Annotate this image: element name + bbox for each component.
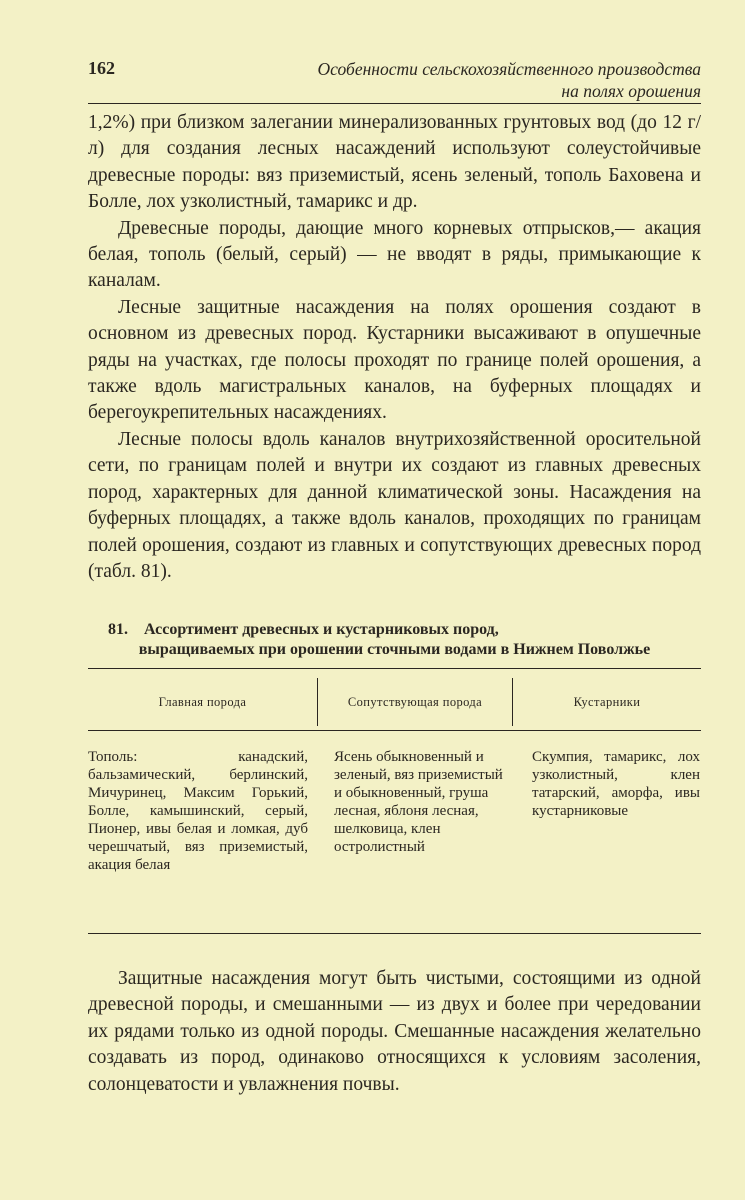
table-top-rule xyxy=(88,668,701,669)
table-caption-line-1 xyxy=(88,620,701,640)
paragraph: Древесные породы, дающие много корневых отпрысков,— акация белая, тополь (белый, серый) — не вводят в ряды, примыкающие к каналам. xyxy=(88,217,701,292)
table-cell-main-species: Тополь: канадский, бальзамический, берлинский, Мичуринец, Максим Горький, Болле, камышинский, серый, Пионер, ивы белая и ломкая, дуб черешчатый, вяз приземистый, акация белая xyxy=(88,749,308,873)
table-cell-companion-species: Ясень обыкновенный и зеленый, вяз приземистый и обыкновенный, груша лесная, яблоня лесная, шелковица, клен остролистный xyxy=(334,749,503,855)
column-header-main: Главная порода xyxy=(158,694,247,709)
paragraph: Защитные насаждения могут быть чистыми, состоящими из одной древесной породы, и смешанными — из двух и более при чередовании их рядами только из одной породы. Смешанные насаждения желательно создавать из пород, одинаково относящихся к условиям засоления, солонцеватости и увлажнения почвы. xyxy=(88,968,701,1095)
table-title-part-1: Ассортимент древесных и кустарниковых пород, xyxy=(144,621,499,638)
header-divider xyxy=(88,103,701,104)
table-bottom-rule xyxy=(88,933,701,934)
body-text-bottom xyxy=(88,966,701,1098)
table-caption xyxy=(88,620,701,660)
paragraph: 1,2%) при близком залегании минерализованных грунтовых вод (до 12 г/л) для создания лесных насаждений используют солеустойчивые древесные породы: вяз приземистый, ясень зеленый, тополь Баховена и Болле, лох узколистный, тамарикс и др. xyxy=(88,112,701,213)
running-title xyxy=(318,58,701,102)
column-header-companion: Сопутствующая порода xyxy=(347,694,483,709)
paragraph: Лесные защитные насаждения на полях орошения создают в основном из древесных пород. Кустарники высаживают в опушечные ряды на участках, где полосы проходят по границе полей орошения, а также вдоль магистральных каналов, на буферных площадях и берегоукрепительных насаждениях. xyxy=(88,296,701,424)
running-title-line-1: Особенности сельскохозяйственного производства xyxy=(317,59,701,79)
page-header xyxy=(88,58,701,100)
running-title-line-2: на полях орошения xyxy=(561,81,701,101)
table-header-rule xyxy=(88,730,701,731)
table-title-part-2: выращиваемых при орошении сточными водами в Нижнем Поволжье xyxy=(138,641,651,658)
page-number: 162 xyxy=(88,58,115,78)
body-text-top xyxy=(88,110,701,585)
column-header-shrubs: Кустарники xyxy=(573,694,641,709)
table-number: 81. xyxy=(108,621,128,638)
paragraph: Лесные полосы вдоль каналов внутрихозяйственной оросительной сети, по границам полей и внутри их создают из главных древесных пород, характерных для данной климатической зоны. Насаждения на буферных площадях, а также вдоль каналов, проходящих по границам полей орошения, создают из главных и сопутствующих древесных пород (табл. 81). xyxy=(88,428,701,582)
table-cell-shrubs: Скумпия, тамарикс, лох узколистный, клен татарский, аморфа, ивы кустарниковые xyxy=(532,749,700,819)
